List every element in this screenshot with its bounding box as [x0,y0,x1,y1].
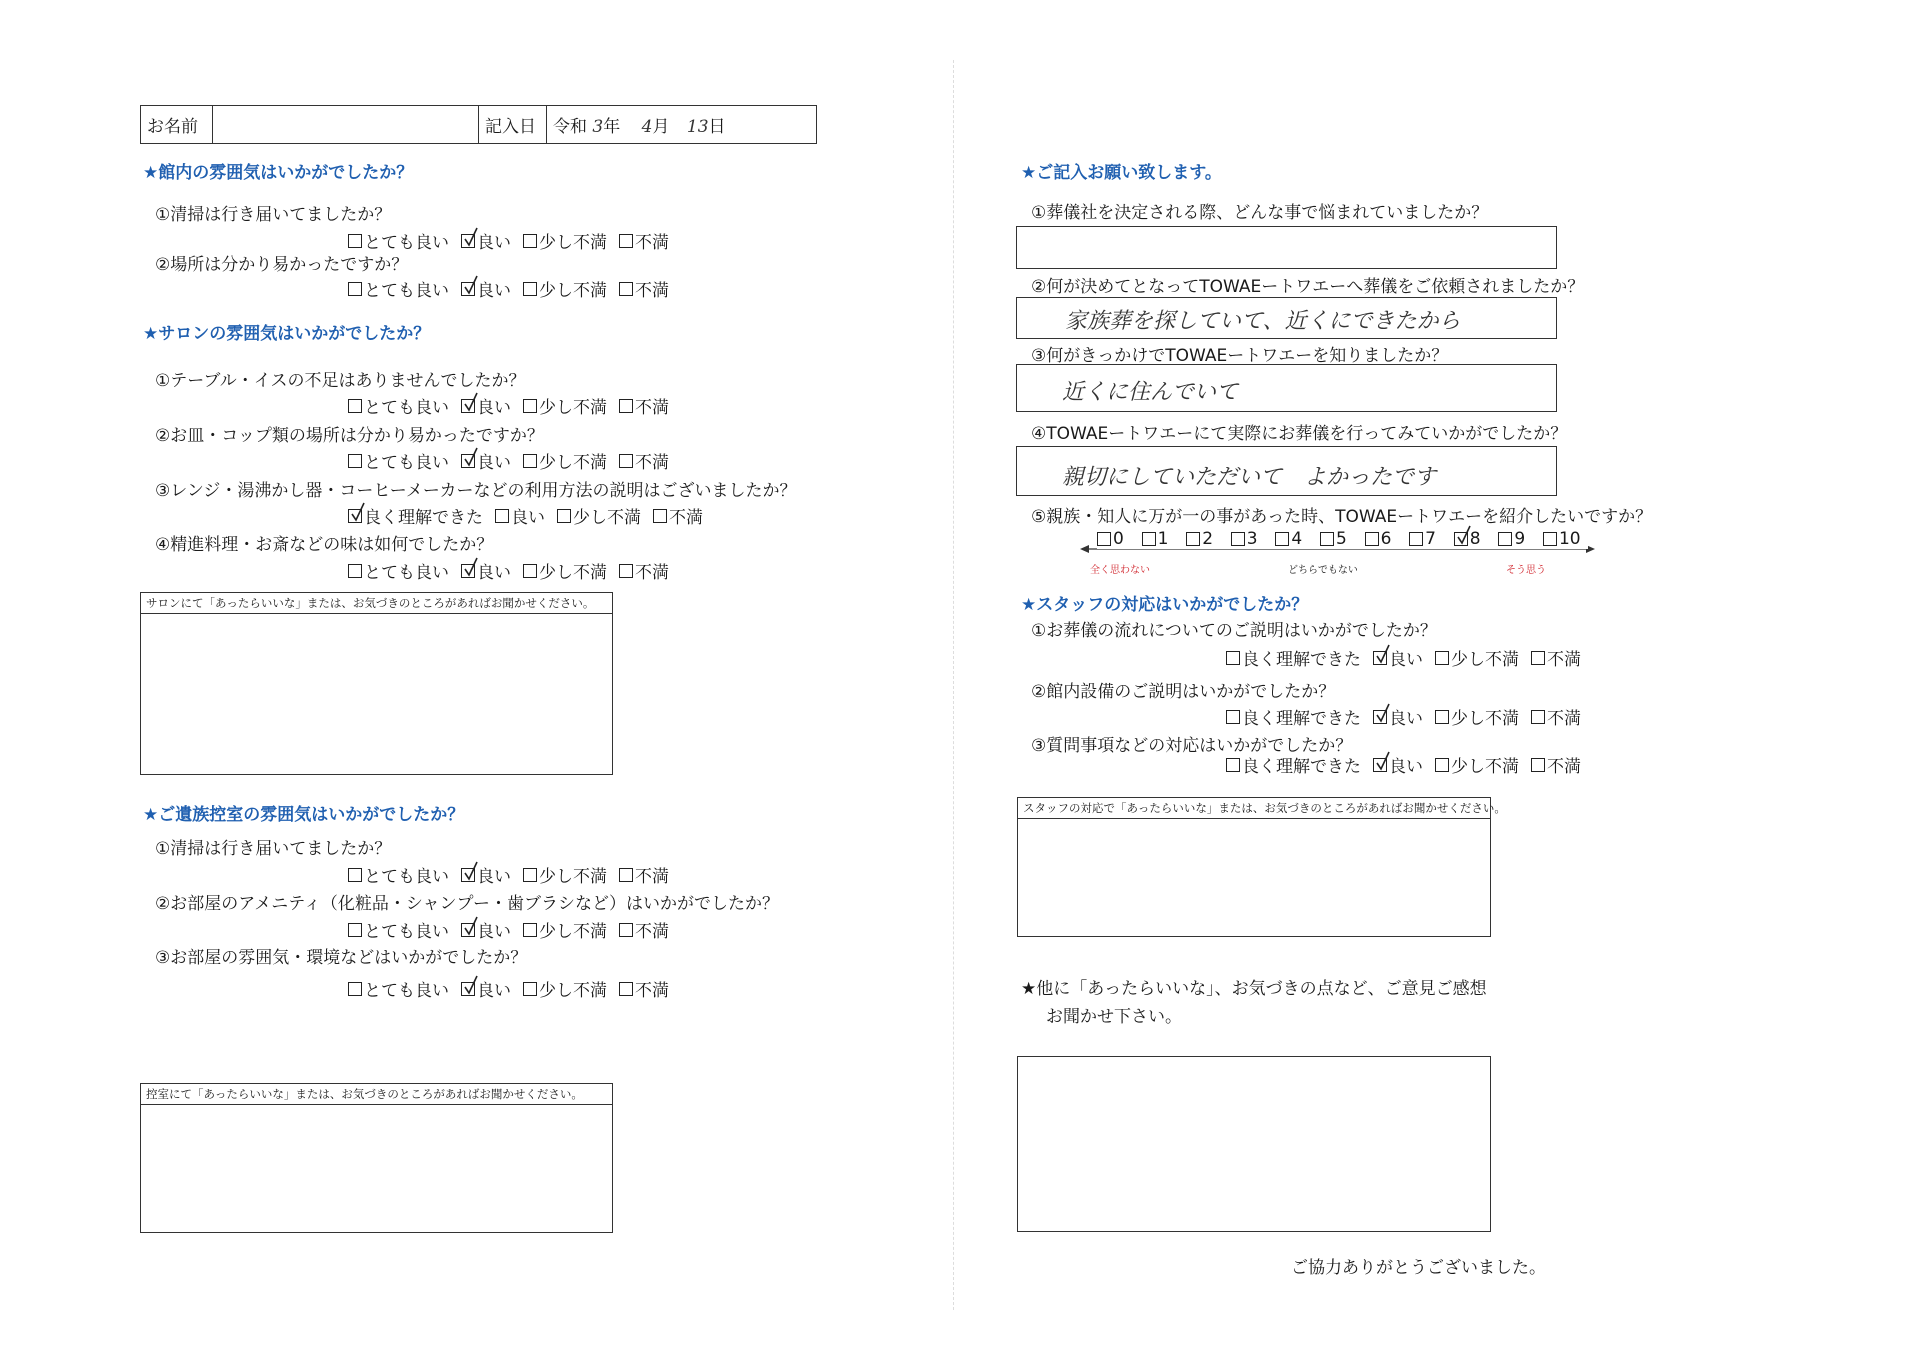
checkbox-square[interactable] [523,399,537,413]
option-checkbox[interactable] [1226,704,1361,729]
scale-option[interactable] [1186,529,1231,549]
option-label: 少し不満 [539,281,607,301]
option-label: 良い [477,453,511,473]
option-label: 良い [477,563,511,583]
checkbox-square[interactable] [461,564,475,578]
salon-comment-box [140,592,613,775]
checkbox-square[interactable] [348,564,362,578]
answer-box-1 [1016,226,1557,269]
checkbox-square[interactable] [1531,758,1545,772]
checkbox-square[interactable] [1435,758,1449,772]
option-label: 不満 [635,398,669,418]
name-label: お名前 [141,106,213,144]
option-label: 良い [477,281,511,301]
question-text: ③お部屋の雰囲気・環境などはいかがでしたか？ [155,948,528,968]
options-row [1226,704,1581,729]
question-text: ②場所は分かり易かったですか？ [155,255,409,275]
question-text: ①清掃は行き届いてましたか？ [155,205,392,225]
checkbox-square[interactable] [619,282,633,296]
option-checkbox[interactable] [461,276,511,301]
option-checkbox[interactable] [1531,752,1581,777]
option-checkbox[interactable] [348,917,449,942]
option-checkbox[interactable] [461,558,511,583]
checkbox-square[interactable] [348,923,362,937]
option-checkbox[interactable] [523,448,607,473]
checkbox-square[interactable] [523,282,537,296]
option-checkbox[interactable] [523,276,607,301]
option-checkbox[interactable] [619,976,669,1001]
options-row [348,393,669,418]
options-row [348,448,669,473]
option-label: 良い [477,922,511,942]
scale-number: 6 [1380,529,1392,549]
option-label: 不満 [669,508,703,528]
option-checkbox[interactable] [619,917,669,942]
options-row [1226,645,1581,670]
scale-number: 5 [1335,529,1347,549]
checkbox-square[interactable] [1226,651,1240,665]
option-label: 少し不満 [1451,757,1519,777]
year-unit: 年 [603,117,621,137]
option-label: 良い [477,398,511,418]
other-prompt-line2: お聞かせ下さい。 [1046,1007,1182,1027]
checkbox-square[interactable] [1231,532,1245,546]
section-title-please-fill: ★ご記入お願い致します。 [1021,163,1222,183]
option-checkbox[interactable] [523,393,607,418]
month-unit: 月 [652,117,670,137]
checkbox-square[interactable] [619,399,633,413]
option-checkbox[interactable] [1435,645,1519,670]
option-label: 少し不満 [1451,709,1519,729]
other-comment-box [1017,1056,1491,1232]
option-label: 不満 [635,563,669,583]
section-title-hall: ★館内の雰囲気はいかがでしたか？ [143,163,414,183]
option-label: 良い [477,867,511,887]
check-mark-icon [1457,525,1471,545]
checkbox-square[interactable] [619,234,633,248]
options-row [348,917,669,942]
option-label: 不満 [635,453,669,473]
option-label: 良い [477,233,511,253]
option-label: 不満 [635,233,669,253]
option-label: 少し不満 [539,563,607,583]
checkbox-square[interactable] [495,509,509,523]
scale-option[interactable] [1320,529,1365,549]
question-text: ②お部屋のアメニティ（化粧品・シャンプー・歯ブラシなど）はいかがでしたか？ [155,894,780,914]
option-checkbox[interactable] [523,976,607,1001]
option-checkbox[interactable] [1373,752,1423,777]
era-label: 令和 [553,117,587,137]
checkbox-square[interactable] [1226,710,1240,724]
scale-number: 8 [1469,529,1481,549]
check-mark-icon [464,861,478,881]
waiting-room-comment-box [140,1083,613,1233]
option-label: 良い [1389,757,1423,777]
options-row [348,862,669,887]
checkbox-square[interactable] [619,923,633,937]
scale-number: 10 [1558,529,1581,549]
option-checkbox[interactable] [653,503,703,528]
checkbox-square[interactable] [1543,532,1557,546]
scale-option[interactable] [1097,529,1142,549]
scale-option[interactable] [1454,529,1499,549]
check-mark-icon [464,275,478,295]
question-text: ①テーブル・イスの不足はありませんでしたか？ [155,371,526,391]
checkbox-square[interactable] [348,282,362,296]
scale-number: 7 [1425,529,1436,549]
option-checkbox[interactable] [1226,645,1361,670]
checkbox-square[interactable] [348,509,362,523]
checkbox-square[interactable] [1365,532,1379,546]
question-text: ①葬儀社を決定される際、どんな事で悩まれていましたか？ [1031,203,1489,223]
option-checkbox[interactable] [1373,704,1423,729]
option-checkbox[interactable] [619,276,669,301]
option-checkbox[interactable] [557,503,641,528]
option-label: 不満 [1547,709,1581,729]
checkbox-square[interactable] [619,982,633,996]
option-label: とても良い [364,281,449,301]
option-label: とても良い [364,563,449,583]
header-table [140,105,817,144]
other-prompt-line1: ★他に「あったらいいな」、お気づきの点など、ご意見ご感想 [1021,979,1487,999]
question-text: ③何がきっかけでTOWAEートワエーを知りましたか？ [1031,346,1449,366]
section-title-salon: ★サロンの雰囲気はいかがでしたか？ [143,324,431,344]
option-label: とても良い [364,867,449,887]
scale-option[interactable] [1409,529,1454,549]
section-title-waiting-room: ★ご遺族控室の雰囲気はいかがでしたか？ [143,805,465,825]
option-checkbox[interactable] [461,917,511,942]
question-text: ②館内設備のご説明はいかがでしたか？ [1031,682,1336,702]
option-label: とても良い [364,922,449,942]
option-label: とても良い [364,398,449,418]
scale-number: 9 [1514,529,1526,549]
date-field [547,106,817,144]
option-checkbox[interactable] [348,558,449,583]
option-checkbox[interactable] [348,393,449,418]
checkbox-square[interactable] [1373,758,1387,772]
option-label: 良い [477,981,511,1001]
option-checkbox[interactable] [461,393,511,418]
question-text: ④TOWAEートワエーにて実際にお葬儀を行ってみていかがでしたか？ [1031,424,1568,444]
checkbox-square[interactable] [523,234,537,248]
checkbox-square[interactable] [619,454,633,468]
year-value: 3 [592,117,604,137]
option-checkbox[interactable] [1226,752,1361,777]
checkbox-square[interactable] [461,399,475,413]
scale-options [1097,529,1588,549]
staff-comment-box [1017,797,1506,937]
scale-number: 3 [1246,529,1258,549]
options-row [348,976,669,1001]
option-label: 少し不満 [539,922,607,942]
checkbox-square[interactable] [461,868,475,882]
checkbox-square[interactable] [348,868,362,882]
checkbox-square[interactable] [1320,532,1334,546]
option-label: 良い [1389,709,1423,729]
month-value: 4 [641,117,653,137]
checkbox-square[interactable] [1275,532,1289,546]
check-mark-icon [464,227,478,247]
option-label: 少し不満 [539,867,607,887]
option-label: 不満 [635,981,669,1001]
option-label: とても良い [364,981,449,1001]
handwritten-answer-2: 家族葬を探していて、近くにできたから [1065,309,1461,334]
check-mark-icon [1376,644,1390,664]
checkbox-square[interactable] [1531,710,1545,724]
checkbox-square[interactable] [1409,532,1423,546]
scale-right-label: そう思う [1506,565,1546,576]
check-mark-icon [464,392,478,412]
option-label: 少し不満 [573,508,641,528]
checkbox-square[interactable] [523,923,537,937]
option-label: とても良い [364,233,449,253]
option-checkbox[interactable] [461,448,511,473]
checkbox-square[interactable] [653,509,667,523]
option-checkbox[interactable] [348,503,483,528]
scale-option[interactable] [1142,529,1187,549]
checkbox-square[interactable] [1498,532,1512,546]
options-row [348,276,669,301]
option-checkbox[interactable] [1531,704,1581,729]
option-label: 少し不満 [1451,650,1519,670]
option-label: 良い [511,508,545,528]
check-mark-icon [464,975,478,995]
handwritten-answer-4: 親切にしていただいて よかったです [1062,465,1437,490]
option-checkbox[interactable] [348,448,449,473]
day-unit: 日 [708,117,726,137]
option-checkbox[interactable] [1435,704,1519,729]
checkbox-square[interactable] [461,234,475,248]
day-value: 13 [686,117,709,137]
salon-comment-title: サロンにて「あったらいいな」または、お気づきのところがあればお聞かせください。 [141,593,612,614]
option-label: とても良い [364,453,449,473]
option-label: 良く理解できた [1242,757,1361,777]
scale-option[interactable] [1498,529,1543,549]
checkbox-square[interactable] [461,982,475,996]
option-checkbox[interactable] [523,228,607,253]
scale-option[interactable] [1231,529,1276,549]
option-label: 良く理解できた [1242,709,1361,729]
option-checkbox[interactable] [348,276,449,301]
option-checkbox[interactable] [523,862,607,887]
option-label: 少し不満 [539,233,607,253]
waiting-room-comment-title: 控室にて「あったらいいな」または、お気づきのところがあればお聞かせください。 [141,1084,612,1105]
option-checkbox[interactable] [348,862,449,887]
answer-box-4 [1016,446,1557,496]
checkbox-square[interactable] [1435,651,1449,665]
option-label: 不満 [635,867,669,887]
checkbox-square[interactable] [523,868,537,882]
check-mark-icon [1376,751,1390,771]
checkbox-square[interactable] [1373,651,1387,665]
scale-mid-label: どちらでもない [1288,565,1358,576]
check-mark-icon [464,447,478,467]
checkbox-square[interactable] [348,982,362,996]
option-label: 良い [1389,650,1423,670]
options-row [348,558,669,583]
option-label: 不満 [635,281,669,301]
scale-option[interactable] [1365,529,1410,549]
handwritten-answer-3: 近くに住んでいて [1062,380,1239,405]
check-mark-icon [351,502,365,522]
check-mark-icon [464,557,478,577]
checkbox-square[interactable] [523,564,537,578]
option-checkbox[interactable] [523,917,607,942]
question-text: ②お皿・コップ類の場所は分かり易かったですか？ [155,426,544,446]
question-text: ⑤親族・知人に万が一の事があった時、TOWAEートワエーを紹介したいですか？ [1031,507,1653,527]
option-label: 不満 [635,922,669,942]
scale-number: 1 [1157,529,1169,549]
checkbox-square[interactable] [348,234,362,248]
scale-number: 4 [1291,529,1303,549]
checkbox-square[interactable] [348,454,362,468]
answer-box-2 [1016,297,1557,339]
option-checkbox[interactable] [1435,752,1519,777]
answer-box-3 [1016,364,1557,412]
checkbox-square[interactable] [523,982,537,996]
options-row [348,503,703,528]
checkbox-square[interactable] [348,399,362,413]
question-text: ①お葬儀の流れについてのご説明はいかがでしたか？ [1031,621,1437,641]
option-checkbox[interactable] [619,228,669,253]
option-checkbox[interactable] [461,976,511,1001]
checkbox-square[interactable] [619,868,633,882]
option-checkbox[interactable] [619,393,669,418]
scale-option[interactable] [1543,529,1588,549]
option-label: 少し不満 [539,453,607,473]
section-title-staff: ★スタッフの対応はいかがでしたか？ [1021,595,1309,615]
option-label: 少し不満 [539,398,607,418]
checkbox-square[interactable] [1531,651,1545,665]
date-label: 記入日 [479,106,547,144]
checkbox-square[interactable] [1454,532,1468,546]
checkbox-square[interactable] [461,282,475,296]
question-text: ②何が決めてとなってTOWAEートワエーへ葬儀をご依頼されましたか？ [1031,277,1585,297]
option-label: 不満 [1547,757,1581,777]
option-checkbox[interactable] [1531,645,1581,670]
checkbox-square[interactable] [1435,710,1449,724]
option-label: 良く理解できた [1242,650,1361,670]
checkbox-square[interactable] [1373,710,1387,724]
option-checkbox[interactable] [523,558,607,583]
scale-number: 2 [1202,529,1214,549]
scale-option[interactable] [1275,529,1320,549]
option-checkbox[interactable] [1373,645,1423,670]
option-checkbox[interactable] [495,503,545,528]
thanks-text: ご協力ありがとうございました。 [1291,1258,1546,1278]
option-checkbox[interactable] [461,228,511,253]
question-text: ①清掃は行き届いてましたか？ [155,839,392,859]
option-label: 少し不満 [539,981,607,1001]
checkbox-square[interactable] [523,454,537,468]
page-fold [953,60,954,1310]
question-text: ④精進料理・お斎などの味は如何でしたか？ [155,535,494,555]
options-row [1226,752,1581,777]
checkbox-square[interactable] [619,564,633,578]
checkbox-square[interactable] [1186,532,1200,546]
check-mark-icon [1376,703,1390,723]
checkbox-square[interactable] [1097,532,1111,546]
question-text: ③質問事項などの対応はいかがでしたか？ [1031,736,1353,756]
check-mark-icon [464,916,478,936]
option-checkbox[interactable] [619,448,669,473]
checkbox-square[interactable] [1142,532,1156,546]
scale-number: 0 [1113,529,1124,549]
checkbox-square[interactable] [461,923,475,937]
question-text: ③レンジ・湯沸かし器・コーヒーメーカーなどの利用方法の説明はございましたか？ [155,481,797,501]
name-field [213,106,479,144]
scale-left-label: 全く思わない [1090,565,1150,576]
option-checkbox[interactable] [461,862,511,887]
option-checkbox[interactable] [619,558,669,583]
checkbox-square[interactable] [1226,758,1240,772]
checkbox-square[interactable] [461,454,475,468]
option-label: 不満 [1547,650,1581,670]
checkbox-square[interactable] [557,509,571,523]
option-checkbox[interactable] [348,976,449,1001]
staff-comment-title: スタッフの対応で「あったらいいな」または、お気づきのところがあればお聞かせください。 [1018,798,1490,819]
option-label: 良く理解できた [364,508,483,528]
option-checkbox[interactable] [619,862,669,887]
